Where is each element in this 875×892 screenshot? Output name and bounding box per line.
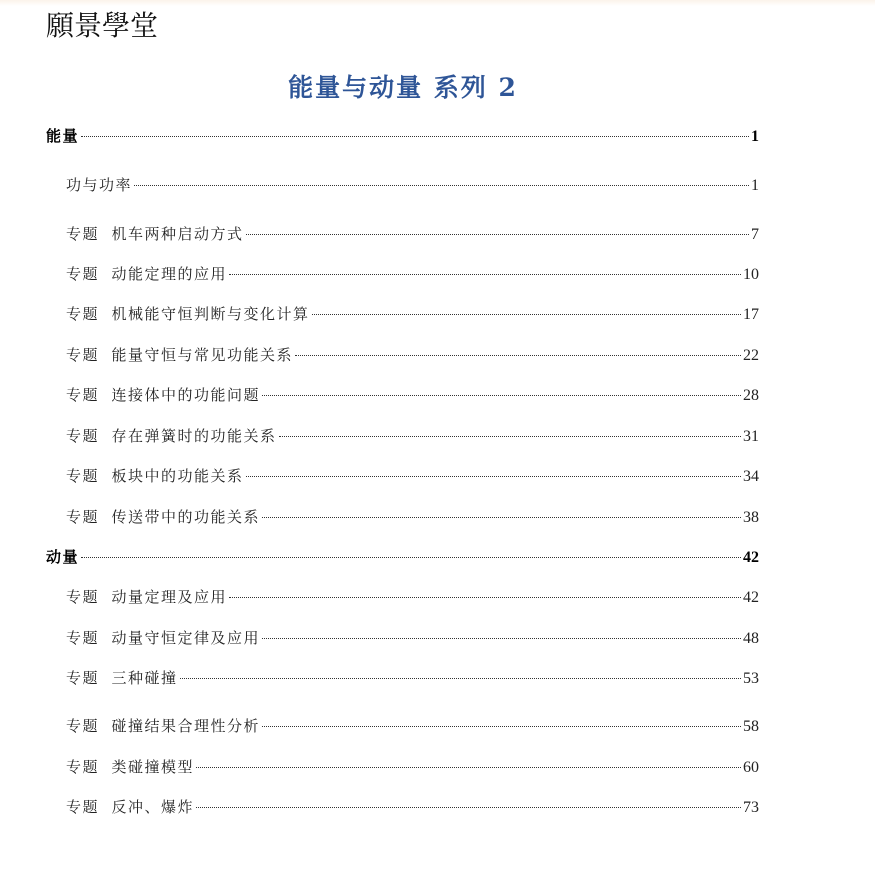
dot-leader bbox=[229, 274, 741, 275]
toc-entry-label: 专题 类碰撞模型 bbox=[66, 758, 195, 776]
toc-entry-section[interactable] bbox=[66, 755, 759, 779]
toc-entry-section[interactable] bbox=[66, 505, 759, 529]
dot-leader bbox=[196, 767, 741, 768]
dot-leader bbox=[246, 234, 749, 235]
toc-page-number: 10 bbox=[743, 266, 759, 283]
toc-page-number: 34 bbox=[743, 468, 759, 485]
toc-entry-label: 专题 存在弹簧时的功能关系 bbox=[66, 427, 277, 445]
dot-leader bbox=[81, 136, 749, 137]
toc-entry-chapter[interactable] bbox=[46, 124, 759, 148]
toc-page-number: 42 bbox=[743, 549, 759, 566]
toc-page-number: 48 bbox=[743, 630, 759, 647]
toc-page-number: 58 bbox=[743, 718, 759, 735]
dot-leader bbox=[229, 597, 741, 598]
toc-entry-label: 专题 反冲、爆炸 bbox=[66, 798, 195, 816]
toc-entry-section[interactable] bbox=[66, 302, 759, 326]
dot-leader bbox=[262, 638, 741, 639]
dot-leader bbox=[295, 355, 741, 356]
toc-entry-label: 能量 bbox=[46, 127, 80, 145]
dot-leader bbox=[312, 314, 741, 315]
dot-leader bbox=[81, 557, 741, 558]
toc-entry-section[interactable] bbox=[66, 666, 759, 690]
dot-leader bbox=[196, 807, 741, 808]
toc-entry-chapter[interactable] bbox=[46, 545, 759, 569]
toc-entry-label: 专题 动能定理的应用 bbox=[66, 265, 228, 283]
toc-page-number: 22 bbox=[743, 347, 759, 364]
toc-page-number: 53 bbox=[743, 670, 759, 687]
dot-leader bbox=[262, 395, 741, 396]
toc-page-number: 1 bbox=[751, 177, 759, 194]
toc-entry-section[interactable] bbox=[66, 262, 759, 286]
toc-entry-section[interactable] bbox=[66, 383, 759, 407]
toc-page-number: 28 bbox=[743, 387, 759, 404]
toc-entry-label: 专题 连接体中的功能问题 bbox=[66, 386, 261, 404]
dot-leader bbox=[246, 476, 741, 477]
toc-page-number: 7 bbox=[751, 226, 759, 243]
toc-page-number: 17 bbox=[743, 306, 759, 323]
toc-entry-label: 专题 动量守恒定律及应用 bbox=[66, 629, 261, 647]
toc-entry-section[interactable] bbox=[66, 626, 759, 650]
brand-logo-text: 願景學堂 bbox=[46, 9, 159, 42]
toc-page-number: 73 bbox=[743, 799, 759, 816]
toc-entry-label: 专题 板块中的功能关系 bbox=[66, 467, 244, 485]
toc-entry-section[interactable] bbox=[66, 795, 759, 819]
dot-leader bbox=[262, 517, 741, 518]
toc-page-number: 1 bbox=[751, 128, 759, 145]
toc-entry-label: 专题 三种碰撞 bbox=[66, 669, 178, 687]
toc-entry-label: 专题 机械能守恒判断与变化计算 bbox=[66, 305, 310, 323]
toc-entry-label: 动量 bbox=[46, 548, 80, 566]
toc-page-number: 38 bbox=[743, 509, 759, 526]
toc-page-number: 31 bbox=[743, 428, 759, 445]
dot-leader bbox=[279, 436, 741, 437]
toc-entry-section[interactable] bbox=[66, 343, 759, 367]
toc-entry-section[interactable] bbox=[66, 173, 759, 197]
toc-entry-section[interactable] bbox=[66, 714, 759, 738]
toc-page-number: 60 bbox=[743, 759, 759, 776]
toc-entry-label: 专题 机车两种启动方式 bbox=[66, 225, 244, 243]
toc-entry-label: 专题 传送带中的功能关系 bbox=[66, 508, 261, 526]
dot-leader bbox=[180, 678, 741, 679]
toc-entry-label: 专题 碰撞结果合理性分析 bbox=[66, 717, 261, 735]
toc-entry-label: 功与功率 bbox=[66, 176, 133, 194]
dot-leader bbox=[134, 185, 749, 186]
toc-entry-section[interactable] bbox=[66, 222, 759, 246]
toc-entry-section[interactable] bbox=[66, 424, 759, 448]
top-edge-tint bbox=[0, 0, 875, 6]
document-title: 能量与动量 系列 2 bbox=[288, 73, 518, 102]
toc-entry-label: 专题 动量定理及应用 bbox=[66, 588, 228, 606]
toc-entry-label: 专题 能量守恒与常见功能关系 bbox=[66, 346, 294, 364]
toc-entry-section[interactable] bbox=[66, 464, 759, 488]
toc-page-number: 42 bbox=[743, 589, 759, 606]
dot-leader bbox=[262, 726, 741, 727]
toc-entry-section[interactable] bbox=[66, 585, 759, 609]
